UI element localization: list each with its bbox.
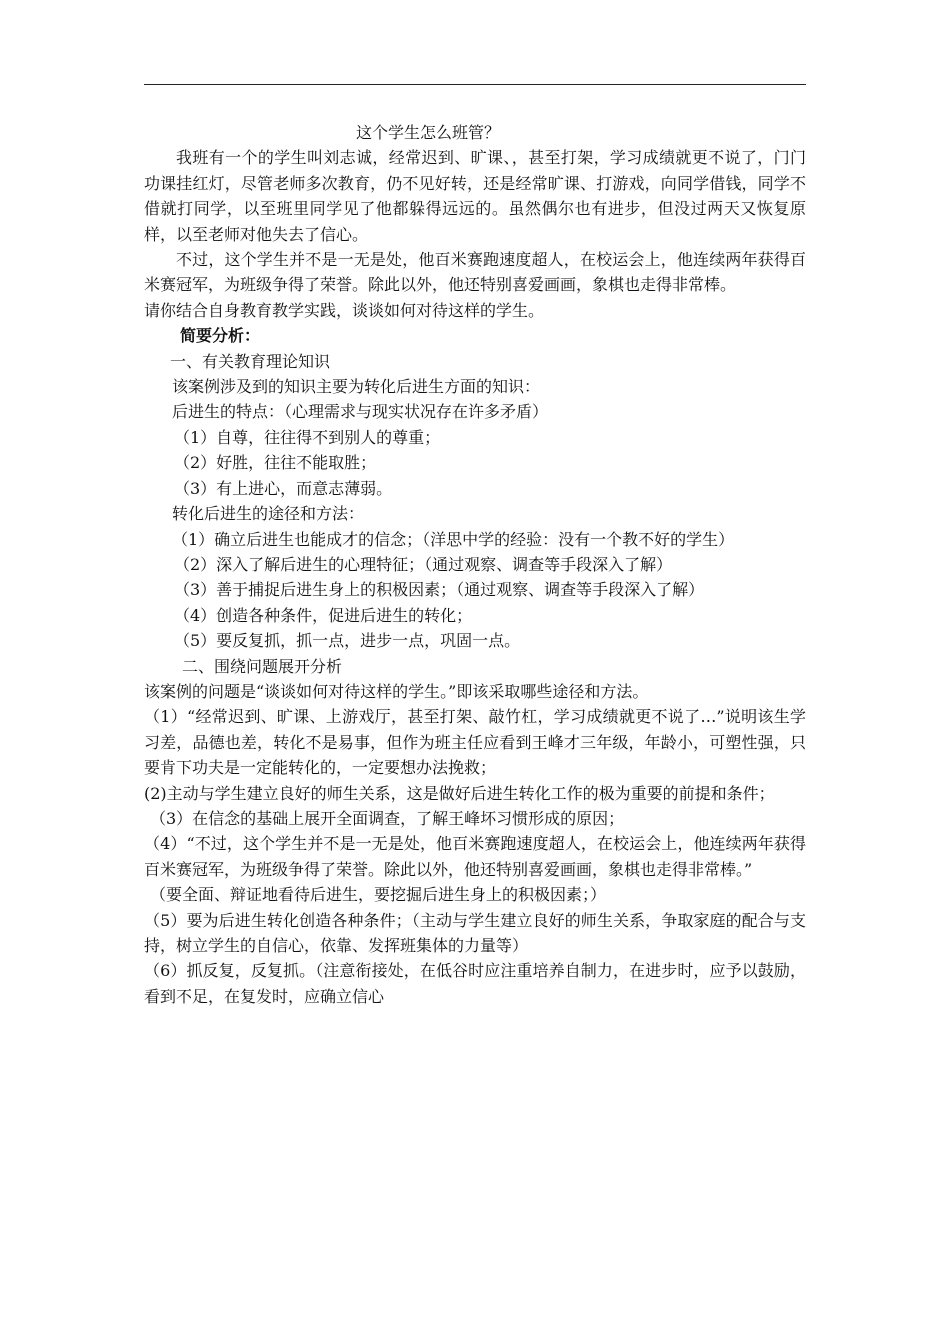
case-question: 请你结合自身教育教学实践，谈谈如何对待这样的学生。 (144, 300, 545, 320)
header-rule (144, 84, 806, 85)
section-1-heading: 一、有关教育理论知识 (170, 351, 331, 371)
document-title: 这个学生怎么班管？ (356, 123, 501, 142)
analysis-point: （要全面、辩证地看待后进生，要挖掘后进生身上的积极因素；） (150, 885, 607, 905)
method-item: （3）善于捕捉后进生身上的积极因素；（通过观察、调查等手段深入了解） (174, 580, 705, 600)
method-item: （2）深入了解后进生的心理特征；（通过观察、调查等手段深入了解） (174, 554, 673, 574)
analysis-heading: 简要分析： (180, 326, 261, 346)
analysis-point: （6）抓反复，反复抓。（注意衔接处，在低谷时应注重培养自制力，在进步时，应予以鼓励，看到不足，在复发时，应确立信心 (144, 961, 806, 1006)
trait-item: （2）好胜，往往不能取胜； (174, 453, 377, 473)
method-item: （5）要反复抓，抓一点，进步一点，巩固一点。 (174, 631, 521, 651)
case-paragraph-1: 我班有一个的学生叫刘志诚，经常迟到、旷课、，甚至打架，学习成绩就更不说了，门门功课挂红灯，尽管老师多次教育，仍不见好转，还是经常旷课、打游戏，向同学借钱，同学不借就打同学，以至班里同学见了他都躲得远远的。虽然偶尔也有进步，但没过两天又恢复原样，以至老师对他失去了信心。 (144, 148, 806, 244)
section-2-intro: 该案例的问题是“谈谈如何对待这样的学生。”即该采取哪些途径和方法。 (144, 681, 649, 701)
analysis-point: (2)主动与学生建立良好的师生关系，这是做好后进生转化工作的极为重要的前提和条件； (144, 783, 775, 803)
section-1-intro: 该案例涉及到的知识主要为转化后进生方面的知识： (172, 377, 541, 397)
case-paragraph-2: 不过，这个学生并不是一无是处，他百米赛跑速度超人，在校运会上，他连续两年获得百米赛冠军，为班级争得了荣誉。除此以外，他还特别喜爱画画，象棋也走得非常棒。 (144, 250, 806, 295)
document-body (144, 120, 806, 1009)
analysis-point: （4）“不过，这个学生并不是一无是处，他百米赛跑速度超人，在校运会上，他连续两年获得百米赛冠军，为班级争得了荣誉。除此以外，他还特别喜爱画画，象棋也走得非常棒。” (144, 834, 806, 879)
section-2-heading: 二、围绕问题展开分析 (182, 656, 343, 676)
methods-heading: 转化后进生的途径和方法： (172, 504, 365, 524)
method-item: （4）创造各种条件，促进后进生的转化； (174, 605, 473, 625)
trait-item: （3）有上进心，而意志薄弱。 (174, 478, 393, 498)
traits-heading: 后进生的特点：（心理需求与现实状况存在许多矛盾） (172, 402, 549, 422)
method-item: （1）确立后进生也能成才的信念；（洋思中学的经验：没有一个教不好的学生） (172, 529, 735, 549)
trait-item: （1）自尊，往往得不到别人的尊重； (174, 427, 441, 447)
analysis-point: （5）要为后进生转化创造各种条件；（主动与学生建立良好的师生关系，争取家庭的配合与支持，树立学生的自信心，依靠、发挥班集体的力量等） (144, 910, 806, 955)
analysis-point: （3）在信念的基础上展开全面调查，了解王峰坏习惯形成的原因； (150, 808, 625, 828)
analysis-point: （1）“经常迟到、旷课、上游戏厅，甚至打架、敲竹杠，学习成绩就更不说了…”说明该生学习差，品德也差，转化不是易事，但作为班主任应看到王峰才三年级，年龄小，可塑性强，只要肯下功夫是一定能转化的，一定要想办法挽救； (144, 707, 806, 778)
